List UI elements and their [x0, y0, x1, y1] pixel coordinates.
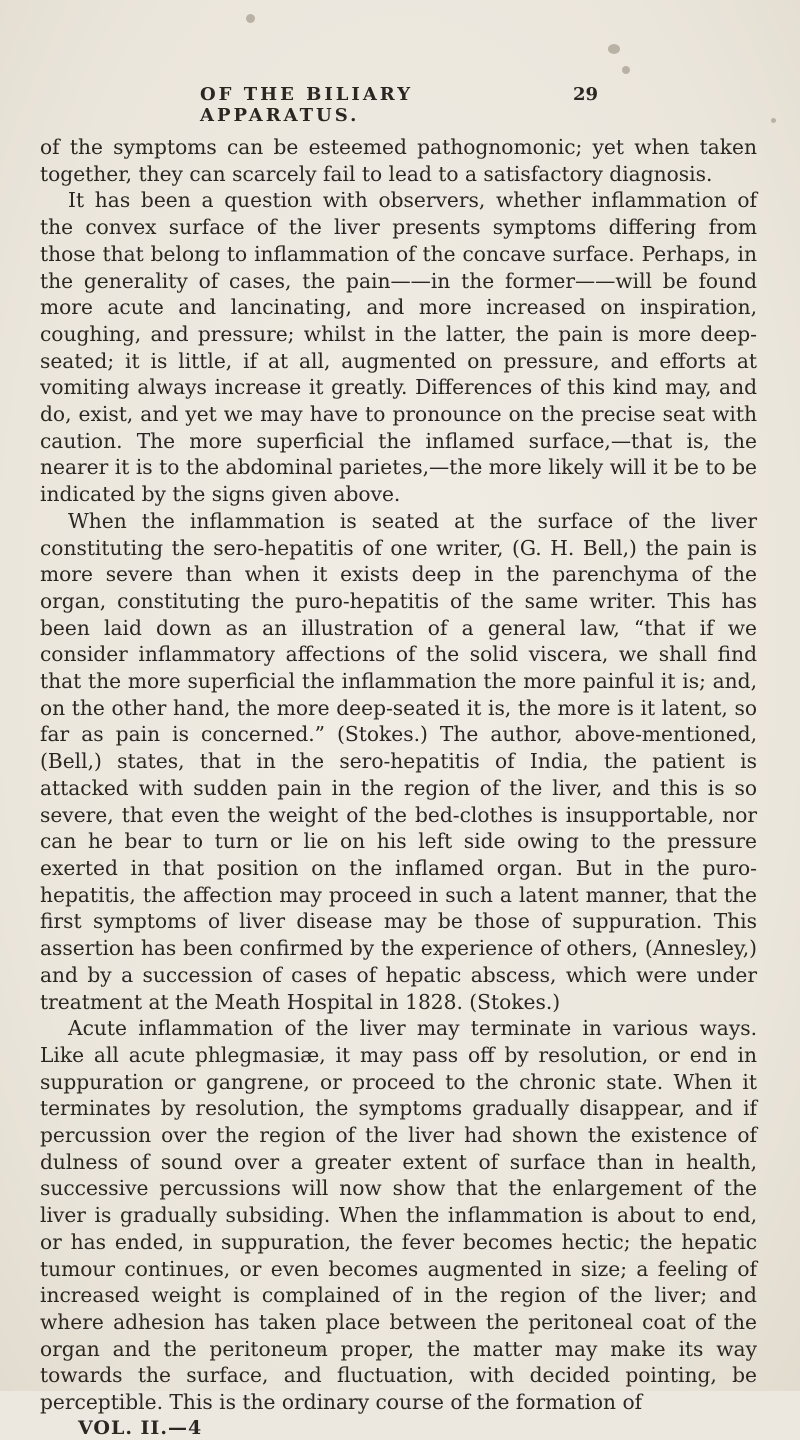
page-number: 29: [572, 84, 598, 105]
signature-mark: VOL. II.—4: [78, 1416, 203, 1439]
paper-blemish: [622, 66, 630, 74]
paper-blemish: [771, 118, 776, 123]
paragraph: of the symptoms can be esteemed pathognomonic; yet when taken together, they can scarcely fail to lead to a satisfactory diagnosis.: [40, 135, 757, 186]
body-text: [40, 134, 757, 1440]
running-title: OF THE BILIARY APPARATUS.: [200, 84, 414, 126]
paper-blemish: [246, 14, 255, 23]
paper-blemish: [608, 44, 620, 54]
paragraph: When the inflammation is seated at the surface of the liver constituting the sero-hepatitis of one writer, (G. H. Bell,) the pain is more severe than when it exists deep in the parenchyma of the organ, constituting the puro-hepatitis of the same writer. This has been laid down as an illustration of a general law, “that if we consider inflammatory affections of the solid viscera, we shall find that the more superficial the inflammation the more painful it is; and, on the other hand, the more deep-seated it is, the more is it latent, so far as pain is concerned.” (Stokes.) The author, above-mentioned, (Bell,) states, that in the sero-hepatitis of India, the patient is attacked with sudden pain in the region of the liver, and this is so severe, that even the weight of the bed-clothes is insupportable, nor can he bear to turn or lie on his left side owing to the pressure exerted in that position on the inflamed organ. But in the puro-hepatitis, the affection may proceed in such a latent manner, that the first symptoms of liver disease may be those of suppuration. This assertion has been confirmed by the experience of others, (Annesley,) and by a succession of cases of hepatic abscess, which were under treatment at the Meath Hospital in 1828. (Stokes.): [40, 508, 757, 1014]
paragraph: It has been a question with observers, whether inflammation of the convex surface of the liver presents symptoms differing from those that belong to inflammation of the concave surface. Perhaps, in the generality of cases, the pain——in the former——will be found more acute and lancinating, and more increased on inspiration, coughing, and pressure; whilst in the latter, the pain is more deep-seated; it is little, if at all, augmented on pressure, and efforts at vomiting always increase it greatly. Differences of this kind may, and do, exist, and yet we may have to pronounce on the precise seat with caution. The more superficial the inflamed surface,—that is, the nearer it is to the abdominal parietes,—the more likely will it be to be indicated by the signs given above.: [40, 188, 757, 507]
running-header: [200, 84, 598, 126]
paragraph: Acute inflammation of the liver may terminate in various ways. Like all acute phlegmasiæ, it may pass off by resolution, or end in suppuration or gangrene, or proceed to the chronic state. When it terminates by resolution, the symptoms gradually disappear, and if percussion over the region of the liver had shown the existence of dulness of sound over a greater extent of surface than in health, successive percussions will now show that the enlargement of the liver is gradually subsiding. When the inflammation is about to end, or has ended, in suppuration, the fever becomes hectic; the hepatic tumour continues, or even becomes augmented in size; a feeling of increased weight is complained of in the region of the liver; and where adhesion has taken place between the peritoneal coat of the organ and the peritoneum proper, the matter may make its way towards the surface, and fluctuation, with decided pointing, be perceptible. This is the ordinary course of the formation of: [40, 1016, 757, 1415]
